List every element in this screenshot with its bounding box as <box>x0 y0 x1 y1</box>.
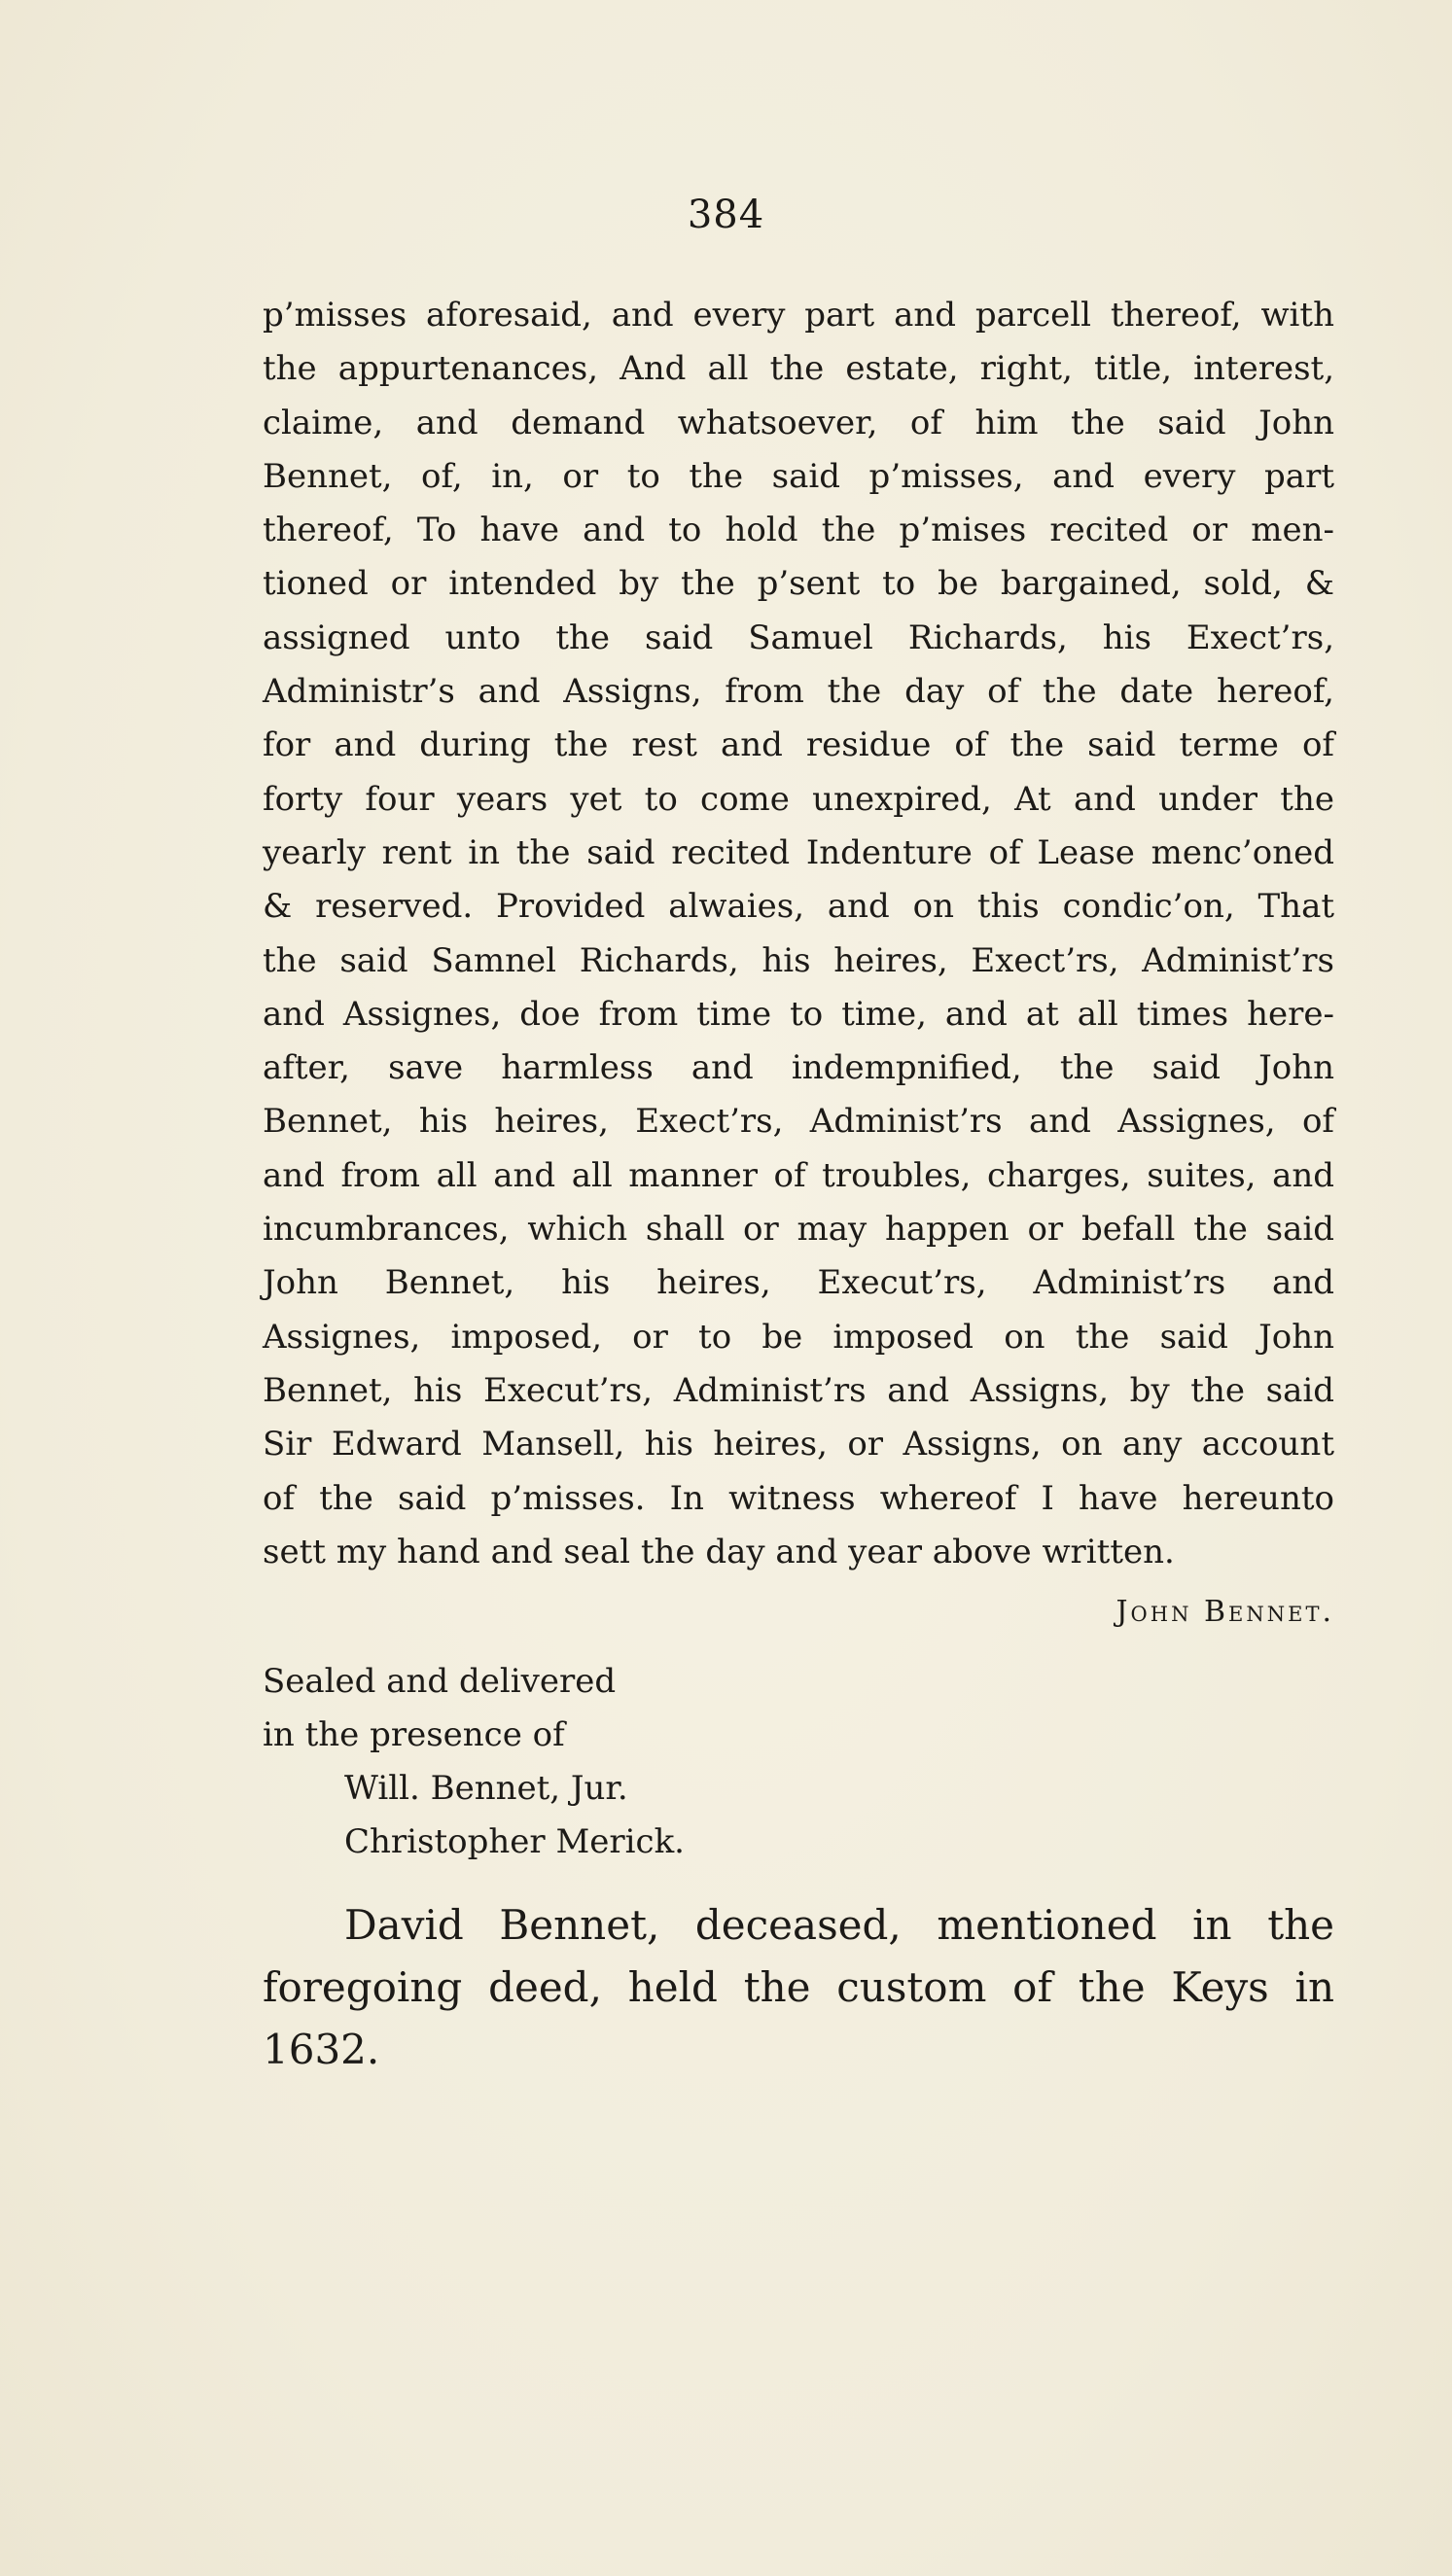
witness-line: Sealed and delivered <box>263 1662 617 1701</box>
text-line: Administr’s and Assigns, from the day of the date hereof, <box>263 672 1334 712</box>
text-line: and Assignes, doe from time to time, and at all times here- <box>263 994 1334 1034</box>
witness-line: in the presence of <box>263 1715 565 1754</box>
note-line: David Bennet, deceased, mentioned in the <box>344 1901 1334 1949</box>
text-line: claime, and demand whatsoever, of him the said John <box>263 403 1334 442</box>
text-line: Sir Edward Mansell, his heires, or Assigns, on any account <box>263 1425 1334 1464</box>
text-line: Bennet, his heires, Exect’rs, Administ’rs and Assignes, of <box>263 1102 1334 1142</box>
witness-block <box>263 1655 685 1869</box>
text-line: & reserved. Provided alwaies, and on this condic’on, That <box>263 887 1334 927</box>
text-line: after, save harmless and indempnified, the said John <box>263 1048 1334 1088</box>
signature: John Bennet. <box>1116 1595 1334 1629</box>
text-line: forty four years yet to come unexpired, At and under the <box>263 779 1334 819</box>
text-line: John Bennet, his heires, Execut’rs, Administ’rs and <box>263 1263 1334 1303</box>
note-line: 1632. <box>263 2026 380 2073</box>
page-number: 384 <box>687 193 765 237</box>
text-line: incumbrances, which shall or may happen or befall the said <box>263 1210 1334 1250</box>
text-line: tioned or intended by the p’sent to be bargained, sold, & <box>263 564 1334 604</box>
text-line: Assignes, imposed, or to be imposed on the said John <box>263 1317 1334 1357</box>
closing-note <box>263 1894 1334 2081</box>
text-line: the appurtenances, And all the estate, right, title, interest, <box>263 349 1334 389</box>
text-line: yearly rent in the said recited Indenture of Lease menc’oned <box>263 832 1334 872</box>
text-line: for and during the rest and residue of the said terme of <box>263 725 1334 765</box>
text-line: thereof, To have and to hold the p’mises recited or men- <box>263 511 1334 550</box>
deed-body-text <box>263 289 1334 1579</box>
witness-name: Christopher Merick. <box>344 1822 685 1861</box>
text-line: of the said p’misses. In witness whereof I have hereunto <box>263 1478 1334 1518</box>
text-line: assigned unto the said Samuel Richards, his Exect’rs, <box>263 618 1334 657</box>
text-line: Bennet, his Execut’rs, Administ’rs and Assigns, by the said <box>263 1370 1334 1410</box>
text-line: and from all and all manner of troubles, charges, suites, and <box>263 1155 1334 1195</box>
text-line: sett my hand and seal the day and year above written. <box>263 1532 1175 1571</box>
text-line: Bennet, of, in, or to the said p’misses, and every part <box>263 456 1334 496</box>
note-line: foregoing deed, held the custom of the Keys in <box>263 1963 1334 2011</box>
text-line: p’misses aforesaid, and every part and parcell thereof, with <box>263 296 1334 335</box>
witness-name: Will. Bennet, Jur. <box>344 1769 628 1808</box>
text-line: the said Samnel Richards, his heires, Exect’rs, Administ’rs <box>263 940 1334 980</box>
